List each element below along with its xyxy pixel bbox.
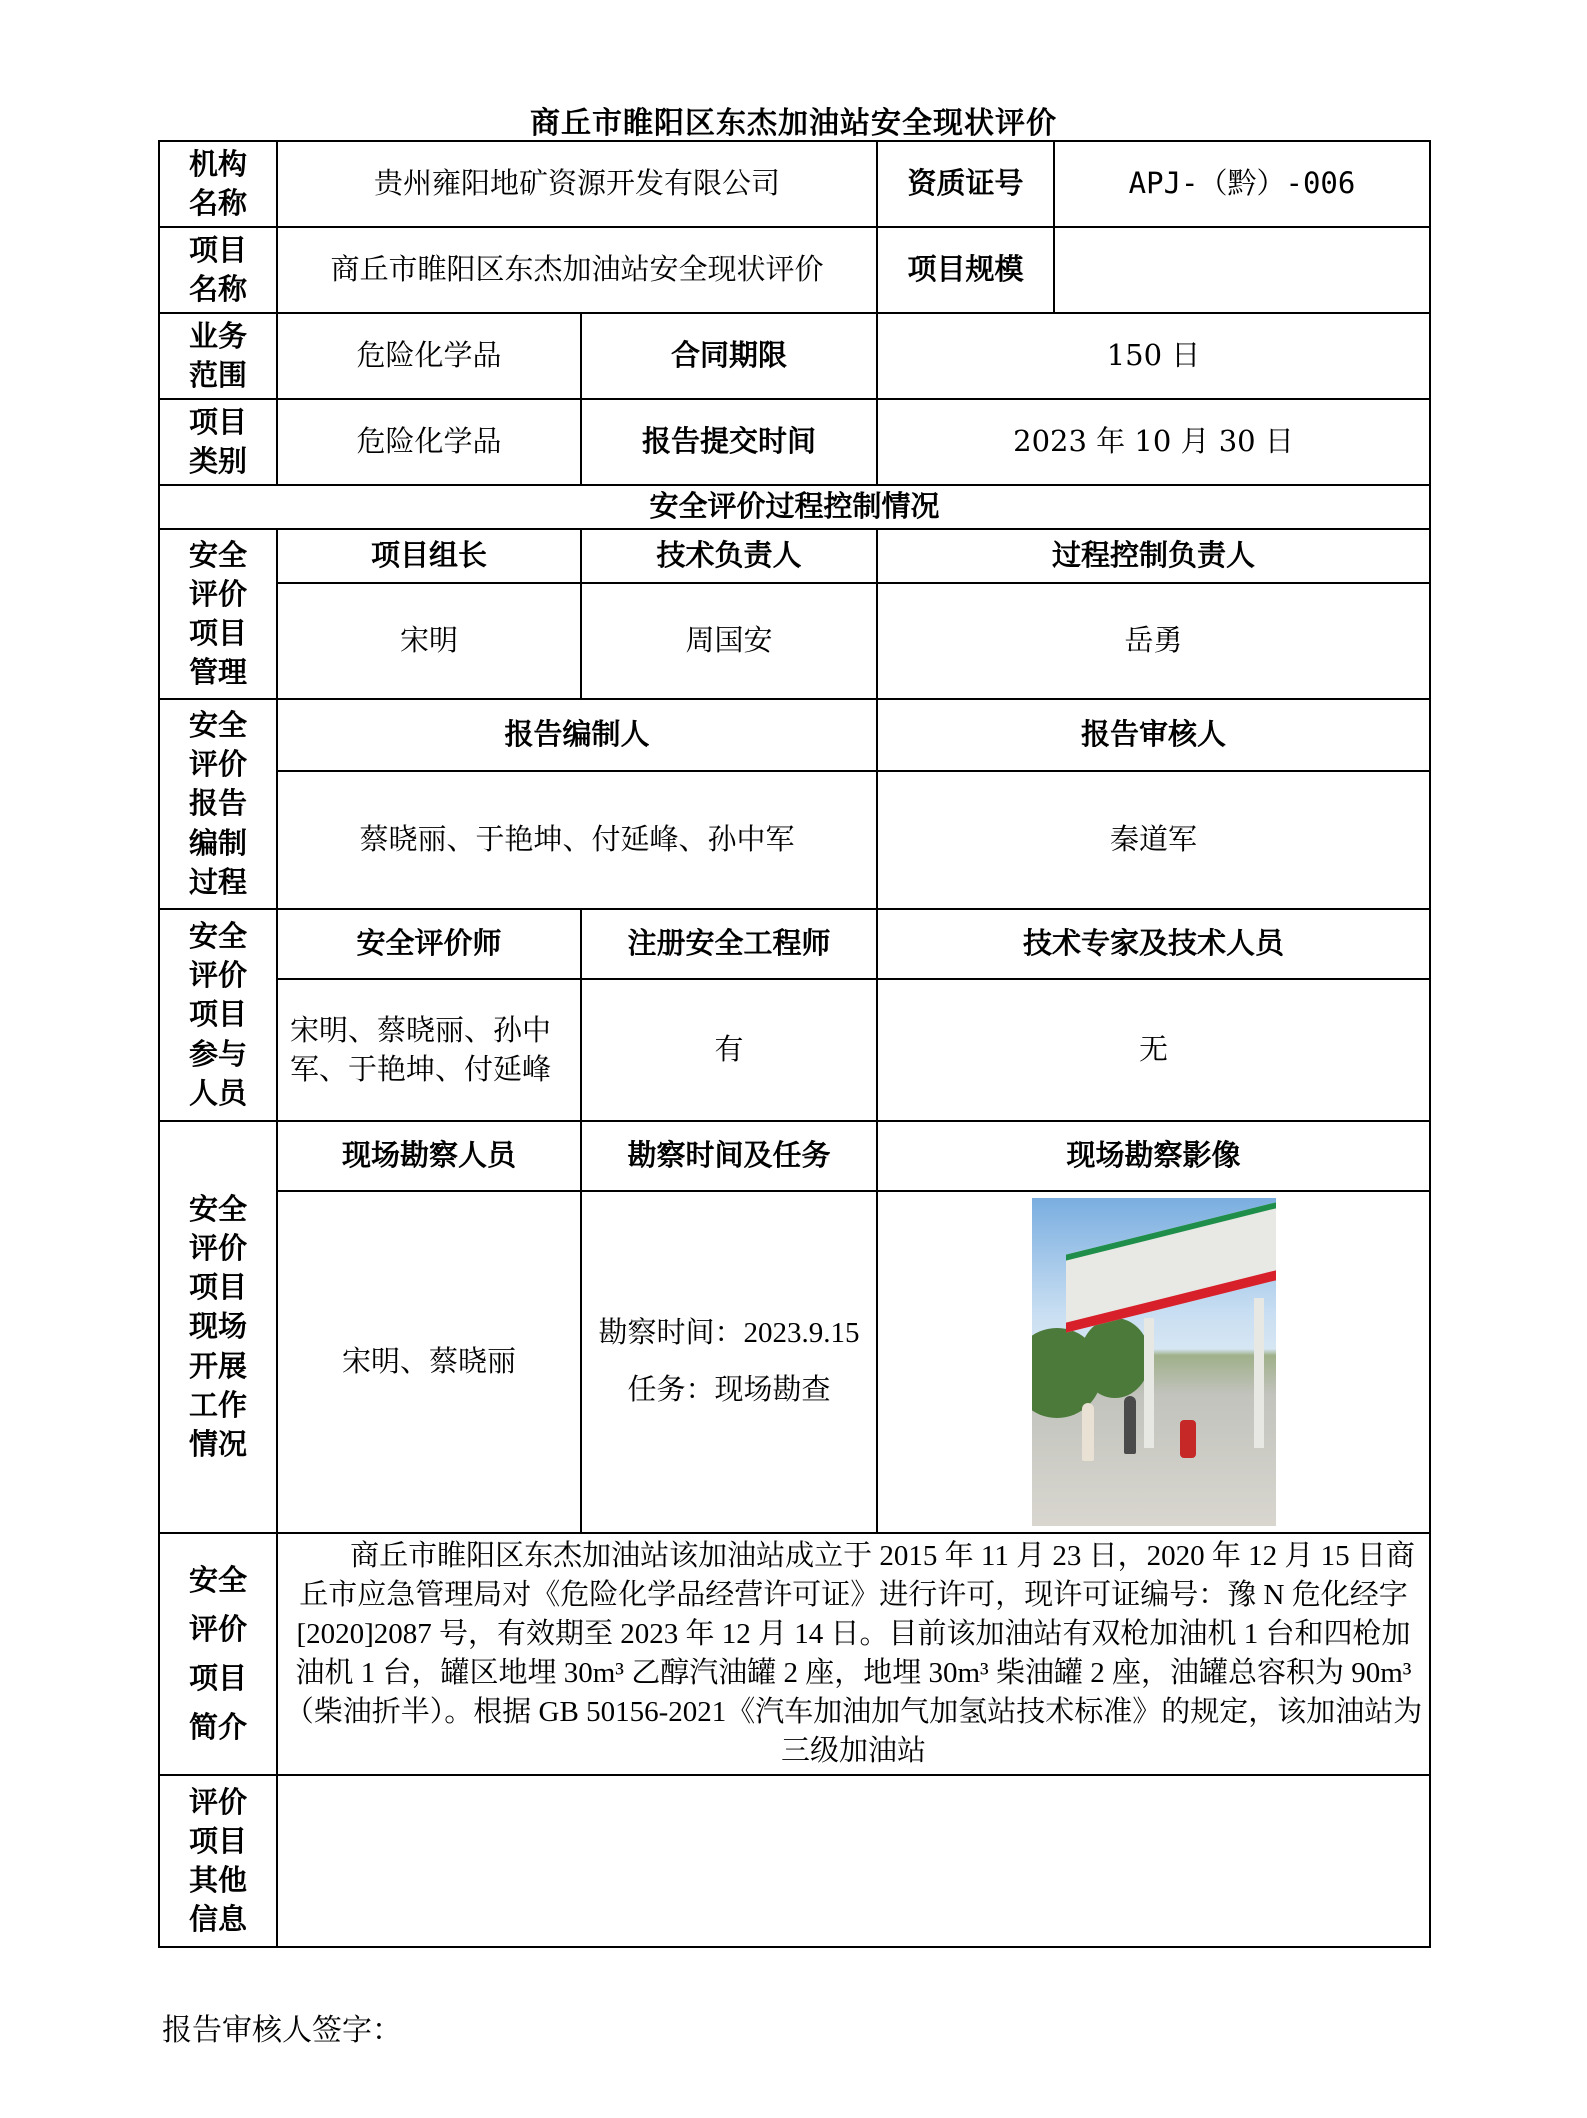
management-header-row	[159, 529, 1430, 583]
engineer-value: 有	[581, 979, 877, 1121]
evaluation-form-table	[158, 140, 1431, 1948]
reviewer-signature-line: 报告审核人签字：	[162, 2014, 402, 2047]
survey-task: 任务：现场勘查	[627, 1374, 831, 1406]
process-header-row	[159, 485, 1430, 529]
scale-label: 项目规模	[877, 227, 1054, 313]
compiler-header: 报告编制人	[277, 699, 877, 771]
category-row	[159, 399, 1430, 485]
reviewer-value: 秦道军	[877, 771, 1430, 909]
scope-value: 危险化学品	[277, 313, 581, 399]
compiler-value: 蔡晓丽、于艳坤、付延峰、孙中军	[277, 771, 877, 909]
field-time-header: 勘察时间及任务	[581, 1121, 877, 1191]
intro-label: 安全 评价 项目 简介	[159, 1533, 277, 1775]
photo-canopy	[1066, 1198, 1276, 1333]
management-value-row	[159, 583, 1430, 699]
process-header: 安全评价过程控制情况	[159, 485, 1430, 529]
team-leader-value: 宋明	[277, 583, 581, 699]
field-time-task	[581, 1191, 877, 1533]
intro-text: 商丘市睢阳区东杰加油站该加油站成立于 2015 年 11 月 23 日，2020 年 12 月 15 日商丘市应急管理局对《危险化学品经营许可证》进行许可，现许可证编号：豫 N 危化经字[2020]2087 号，有效期至 2023 年 12 月 14 日。目前该加油站有双枪加油机 1 台和四枪加油机 1 台，罐区地埋 30m³ 乙醇汽油罐 2 座，地埋 30m³ 柴油罐 2 座，油罐总容积为 90m³（柴油折半）。根据 GB 50156-2021《汽车加油加气加氢站技术标准》的规定，该加油站为三级加油站	[277, 1533, 1430, 1775]
photo-person-1	[1082, 1403, 1094, 1461]
photo-fire-extinguisher	[1180, 1420, 1196, 1458]
evaluator-header: 安全评价师	[277, 909, 581, 979]
org-label: 机构 名称	[159, 141, 277, 227]
category-value: 危险化学品	[277, 399, 581, 485]
contract-value: 150 日	[877, 313, 1430, 399]
compile-value-row	[159, 771, 1430, 909]
photo-pillar-2	[1254, 1298, 1264, 1448]
expert-value: 无	[877, 979, 1430, 1121]
field-header-row	[159, 1121, 1430, 1191]
project-row	[159, 227, 1430, 313]
other-label: 评价 项目 其他 信息	[159, 1775, 277, 1947]
field-staff-header: 现场勘察人员	[277, 1121, 581, 1191]
field-photo-cell	[877, 1191, 1430, 1533]
process-lead-value: 岳勇	[877, 583, 1430, 699]
compile-label: 安全 评价 报告 编制 过程	[159, 699, 277, 909]
contract-label: 合同期限	[581, 313, 877, 399]
survey-time: 勘察时间：2023.9.15	[598, 1316, 860, 1349]
photo-person-2	[1124, 1396, 1136, 1454]
participants-label: 安全 评价 项目 参与 人员	[159, 909, 277, 1121]
compile-header-row	[159, 699, 1430, 771]
field-value-row	[159, 1191, 1430, 1533]
process-lead-header: 过程控制负责人	[877, 529, 1430, 583]
field-staff-value: 宋明、蔡晓丽	[277, 1191, 581, 1533]
photo-pillar-1	[1144, 1318, 1154, 1448]
participants-value-row	[159, 979, 1430, 1121]
field-label: 安全 评价 项目 现场 开展 工作 情况	[159, 1121, 277, 1533]
project-label: 项目 名称	[159, 227, 277, 313]
engineer-header: 注册安全工程师	[581, 909, 877, 979]
scope-label: 业务 范围	[159, 313, 277, 399]
scale-value	[1054, 227, 1430, 313]
evaluator-value: 宋明、蔡晓丽、孙中军、于艳坤、付延峰	[277, 979, 581, 1121]
photo-tree-mid	[1080, 1318, 1150, 1398]
category-label: 项目 类别	[159, 399, 277, 485]
cert-value: APJ-（黔）-006	[1054, 141, 1430, 227]
org-value: 贵州雍阳地矿资源开发有限公司	[277, 141, 877, 227]
intro-row	[159, 1533, 1430, 1775]
team-leader-header: 项目组长	[277, 529, 581, 583]
project-value: 商丘市睢阳区东杰加油站安全现状评价	[277, 227, 877, 313]
gas-station-photo	[1032, 1198, 1276, 1526]
submit-value: 2023 年 10 月 30 日	[877, 399, 1430, 485]
field-photo-header: 现场勘察影像	[877, 1121, 1430, 1191]
document-title: 商丘市睢阳区东杰加油站安全现状评价	[530, 106, 1057, 141]
participants-header-row	[159, 909, 1430, 979]
reviewer-header: 报告审核人	[877, 699, 1430, 771]
cert-label: 资质证号	[877, 141, 1054, 227]
scope-row	[159, 313, 1430, 399]
tech-lead-value: 周国安	[581, 583, 877, 699]
expert-header: 技术专家及技术人员	[877, 909, 1430, 979]
org-row	[159, 141, 1430, 227]
management-label: 安全 评价 项目 管理	[159, 529, 277, 699]
other-row	[159, 1775, 1430, 1947]
tech-lead-header: 技术负责人	[581, 529, 877, 583]
submit-label: 报告提交时间	[581, 399, 877, 485]
other-value	[277, 1775, 1430, 1947]
